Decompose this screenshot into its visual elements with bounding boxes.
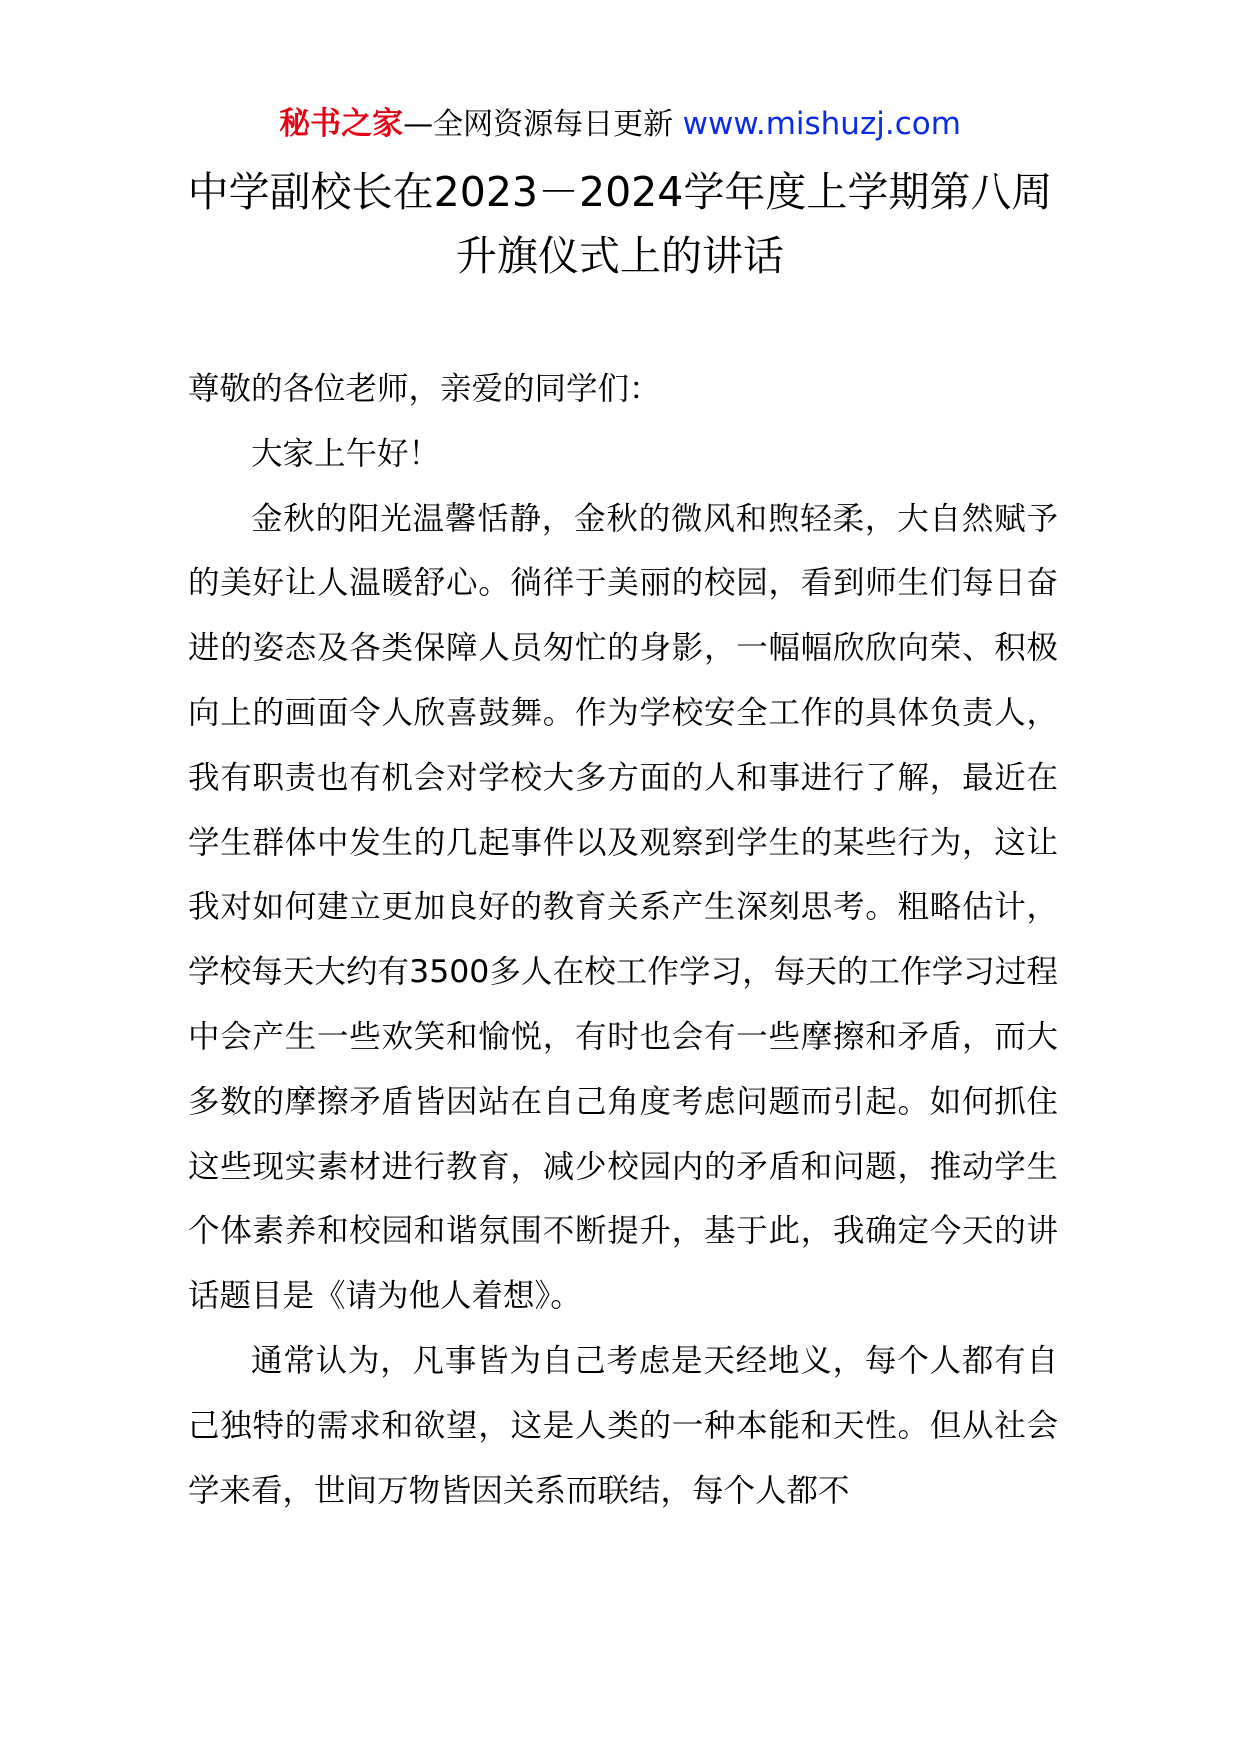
salutation: 尊敬的各位老师，亲爱的同学们：: [188, 371, 661, 407]
site-url-link[interactable]: www.mishuzj.com: [682, 106, 961, 142]
title-line-1: 中学副校长在2023－2024学年度上学期第八周: [187, 168, 1053, 216]
greeting: 大家上午好！: [251, 435, 441, 472]
document-body: [188, 357, 1058, 1523]
brand-tagline: —全网资源每日更新: [403, 107, 674, 142]
paragraph: 金秋的阳光温馨恬静，金秋的微风和煦轻柔，大自然赋予的美好让人温暖舒心。徜徉于美丽的校园，看到师生们每日奋进的姿态及各类保障人员匆忙的身影，一幅幅欣欣向荣、积极向上的画面令人欣喜鼓舞。作为学校安全工作的具体负责人，我有职责也有机会对学校大多方面的人和事进行了解，最近在学生群体中发生的几起事件以及观察到学生的某些行为，这让我对如何建立更加良好的教育关系产生深刻思考。粗略估计，学校每天大约有3500多人在校工作学习，每天的工作学习过程中会产生一些欢笑和愉悦，有时也会有一些摩擦和矛盾，而大多数的摩擦矛盾皆因站在自己角度考虑问题而引起。如何抓住这些现实素材进行教育，减少校园内的矛盾和问题，推动学生个体素养和校园和谐氛围不断提升，基于此，我确定今天的讲话题目是《请为他人着想》。: [188, 500, 1058, 1315]
paragraph: 通常认为，凡事皆为自己考虑是天经地义，每个人都有自己独特的需求和欲望，这是人类的一种本能和天性。但从社会学来看，世间万物皆因关系而联结，每个人都不: [188, 1342, 1058, 1509]
title-line-2: 升旗仪式上的讲话: [456, 232, 784, 280]
brand-name: 秘书之家: [279, 106, 404, 142]
document-title: [150, 160, 1090, 288]
watermark-header: [0, 102, 1240, 147]
